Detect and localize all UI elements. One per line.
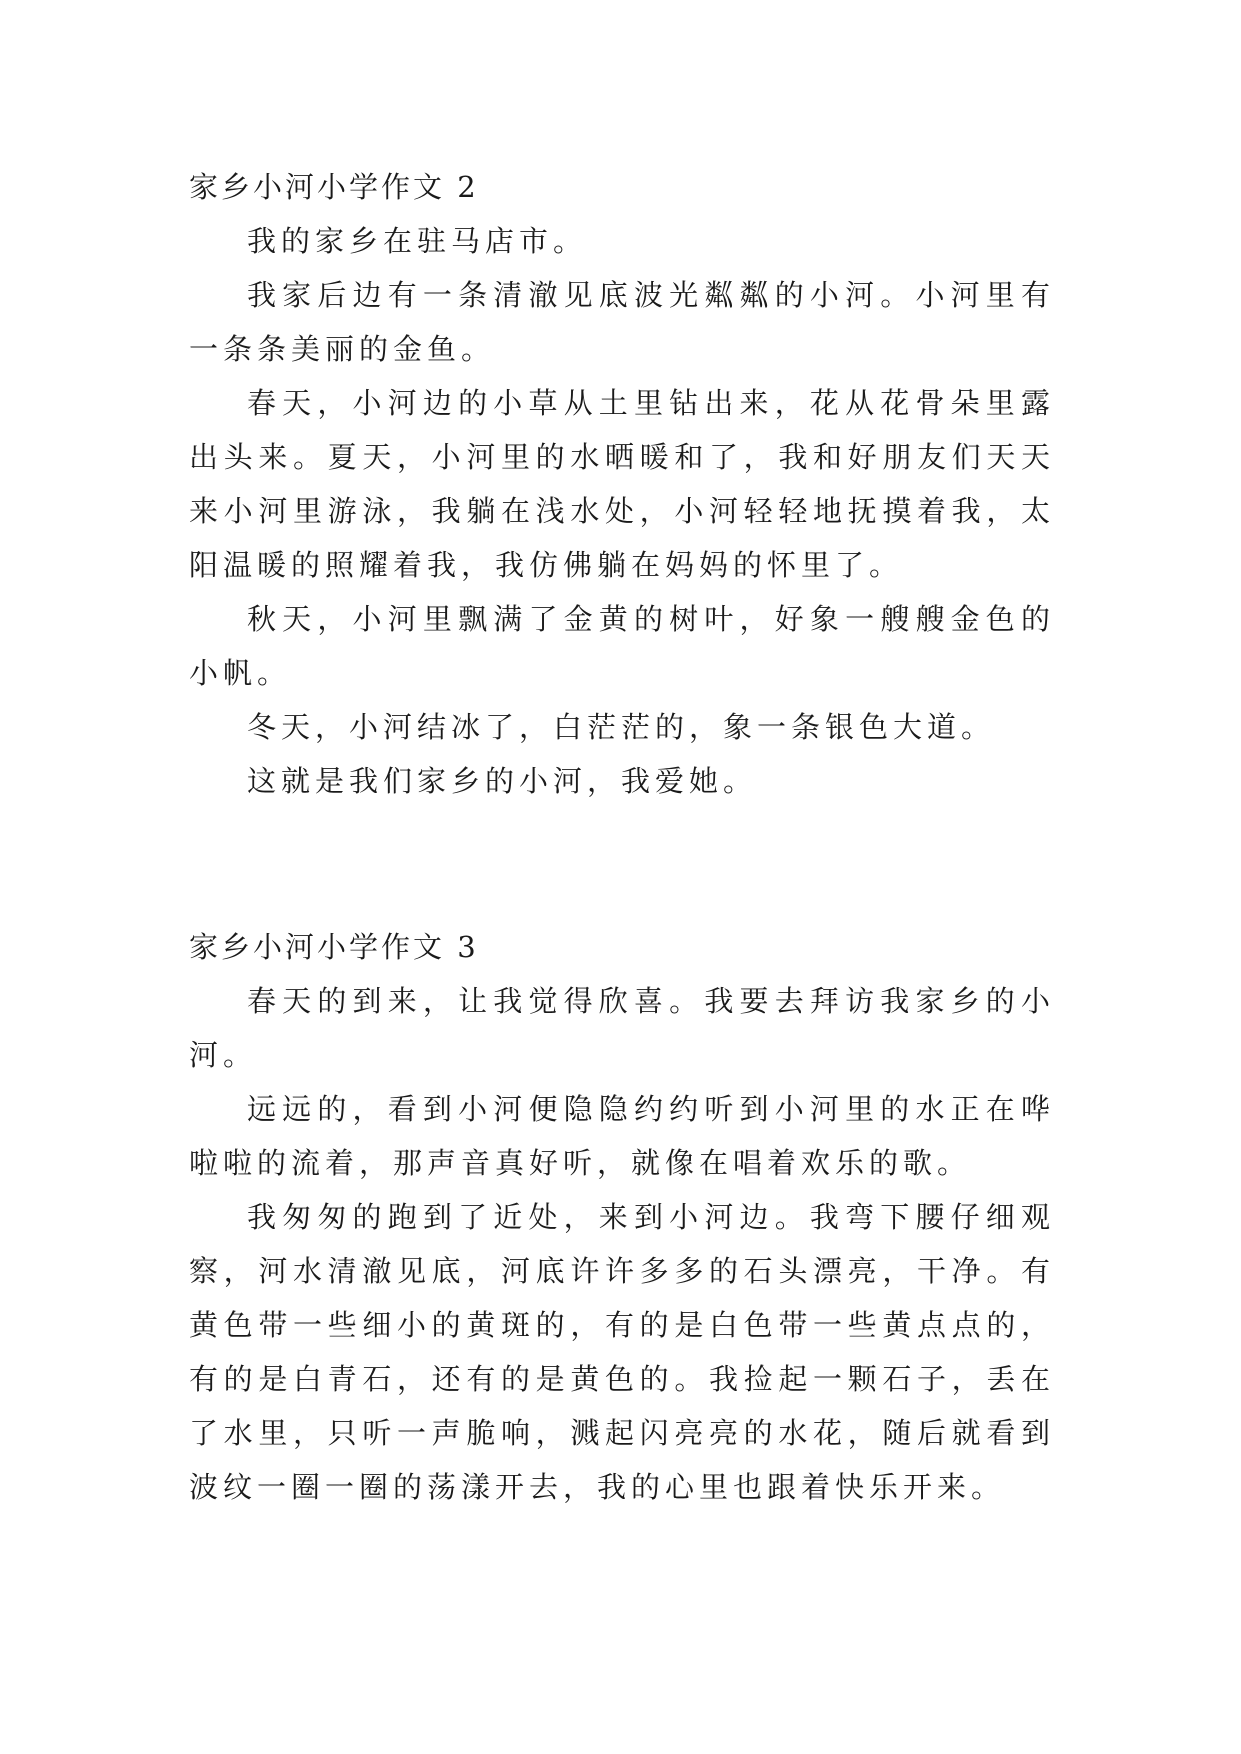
- paragraph: 远远的，看到小河便隐隐约约听到小河里的水正在哗啦啦的流着，那声音真好听，就像在唱着欢乐的歌。: [189, 1092, 1055, 1180]
- essay-2: [189, 160, 1055, 808]
- paragraph: 我家后边有一条清澈见底波光粼粼的小河。小河里有一条条美丽的金鱼。: [189, 278, 1055, 366]
- paragraph: 这就是我们家乡的小河，我爱她。: [247, 764, 758, 798]
- paragraph: 春天，小河边的小草从土里钻出来，花从花骨朵里露出头来。夏天，小河里的水晒暖和了，我和好朋友们天天来小河里游泳，我躺在浅水处，小河轻轻地抚摸着我，太阳温暖的照耀着我，我仿佛躺在妈妈的怀里了。: [189, 386, 1055, 582]
- paragraph: 我匆匆的跑到了近处，来到小河边。我弯下腰仔细观察，河水清澈见底，河底许许多多的石头漂亮，干净。有黄色带一些细小的黄斑的，有的是白色带一些黄点点的，有的是白青石，还有的是黄色的。我捡起一颗石子，丢在了水里，只听一声脆响，溅起闪亮亮的水花，随后就看到波纹一圈一圈的荡漾开去，我的心里也跟着快乐开来。: [189, 1200, 1055, 1504]
- paragraph: 我的家乡在驻马店市。: [247, 224, 588, 258]
- paragraph: 秋天，小河里飘满了金黄的树叶，好象一艘艘金色的小帆。: [189, 602, 1055, 690]
- essay-title: 家乡小河小学作文 2: [189, 170, 479, 204]
- essay-title: 家乡小河小学作文 3: [189, 930, 479, 964]
- essay-3: [189, 920, 1055, 1514]
- paragraph: 冬天，小河结冰了，白茫茫的，象一条银色大道。: [247, 710, 996, 744]
- paragraph: 春天的到来，让我觉得欣喜。我要去拜访我家乡的小河。: [189, 984, 1055, 1072]
- document-page: [189, 0, 1055, 1754]
